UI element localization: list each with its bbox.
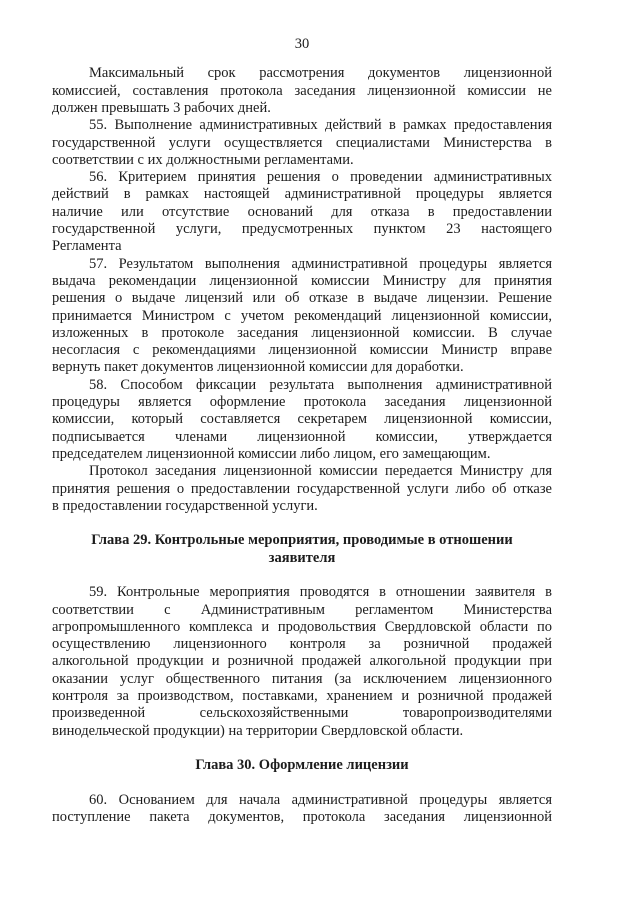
text-line: процедуры является оформление протокола заседания лицензионной: [52, 394, 552, 411]
text-line: принятия решения о предоставлении государственной услуги либо об отказе: [52, 480, 552, 497]
text-line: алкогольной продукции и розничной продажей алкогольной продукции при: [52, 653, 552, 670]
paragraph-60: [52, 792, 552, 827]
text-line: действий в рамках настоящей административной процедуры является: [52, 186, 552, 203]
paragraph-55: [52, 117, 552, 169]
text-line: комиссии, который составляется секретарем лицензионной комиссии,: [52, 411, 552, 428]
text-line: Регламента: [52, 238, 122, 255]
text-line: должен превышать 3 рабочих дней.: [52, 99, 271, 116]
spacer: [52, 775, 552, 792]
paragraph-59: [52, 584, 552, 740]
document-body: [52, 65, 552, 826]
text-line: 58. Способом фиксации результата выполнения административной: [89, 376, 552, 393]
text-line: наличие или отсутствие оснований для отказа в предоставлении: [52, 203, 552, 220]
text-line: 59. Контрольные мероприятия проводятся в отношении заявителя в: [89, 584, 552, 601]
text-line: государственной услуги, предусмотренных пунктом 23 настоящего: [52, 221, 552, 238]
text-line: соответствии с их должностными регламентами.: [52, 151, 354, 168]
text-line: принимается Министром с учетом рекомендаций лицензионной комиссии,: [52, 307, 552, 324]
page-number: 30: [294, 36, 310, 52]
text-line: комиссией, составления протокола заседания лицензионной комиссии не: [52, 82, 552, 99]
text-line: поступление пакета документов, протокола заседания лицензионной: [52, 809, 552, 826]
text-line: соответствии с Административным регламентом Министерства: [52, 601, 552, 618]
heading-line: Глава 29. Контрольные мероприятия, проводимые в отношении: [91, 532, 513, 549]
text-line: вернуть пакет документов лицензионной комиссии для доработки.: [52, 359, 464, 376]
text-line: 55. Выполнение административных действий в рамках предоставления: [89, 117, 552, 134]
text-line: несогласия с рекомендациями лицензионной комиссии Министр вправе: [52, 342, 552, 359]
chapter-29-heading: [52, 532, 552, 567]
text-line: выдача рекомендации лицензионной комиссии Министру для принятия: [52, 272, 552, 289]
heading-line: заявителя: [268, 549, 336, 566]
spacer: [52, 567, 552, 584]
text-line: 56. Критерием принятия решения о проведении административных: [89, 169, 552, 186]
text-line: произведенной сельскохозяйственными товаропроизводителями: [52, 705, 552, 722]
text-line: решения о выдаче лицензий или об отказе в выдаче лицензии. Решение: [52, 290, 552, 307]
text-line: контроля за производством, поставками, хранением и розничной продажей: [52, 688, 552, 705]
text-line: винодельческой продукции) на территории Свердловской области.: [52, 722, 464, 739]
heading-line: Глава 30. Оформление лицензии: [195, 757, 409, 774]
paragraph-56: [52, 169, 552, 255]
text-line: Протокол заседания лицензионной комиссии передается Министру для: [89, 463, 552, 480]
text-line: изложенных в протоколе заседания лицензионной комиссии. В случае: [52, 324, 552, 341]
paragraph-58: [52, 377, 552, 463]
paragraph-57: [52, 256, 552, 377]
spacer: [52, 740, 552, 757]
text-line: председателем лицензионной комиссии либо лицом, его замещающим.: [52, 445, 491, 462]
paragraph-protocol: [52, 463, 552, 515]
text-line: государственной услуги осуществляется специалистами Министерства в: [52, 134, 552, 151]
paragraph-continuation: [52, 65, 552, 117]
text-line: в предоставлении государственной услуги.: [52, 497, 318, 514]
text-line: 60. Основанием для начала административной процедуры является: [89, 791, 552, 808]
text-line: 57. Результатом выполнения административной процедуры является: [89, 255, 552, 272]
text-line: оказании услуг общественного питания (за исключением лицензионного: [52, 670, 552, 687]
chapter-30-heading: [52, 757, 552, 774]
text-line: агропромышленного комплекса и продовольствия Свердловской области по: [52, 618, 552, 635]
text-line: Максимальный срок рассмотрения документов лицензионной: [89, 65, 552, 82]
text-line: осуществлению лицензионного контроля за розничной продажей: [52, 636, 552, 653]
text-line: подписывается членами лицензионной комиссии, утверждается: [52, 428, 552, 445]
spacer: [52, 515, 552, 532]
